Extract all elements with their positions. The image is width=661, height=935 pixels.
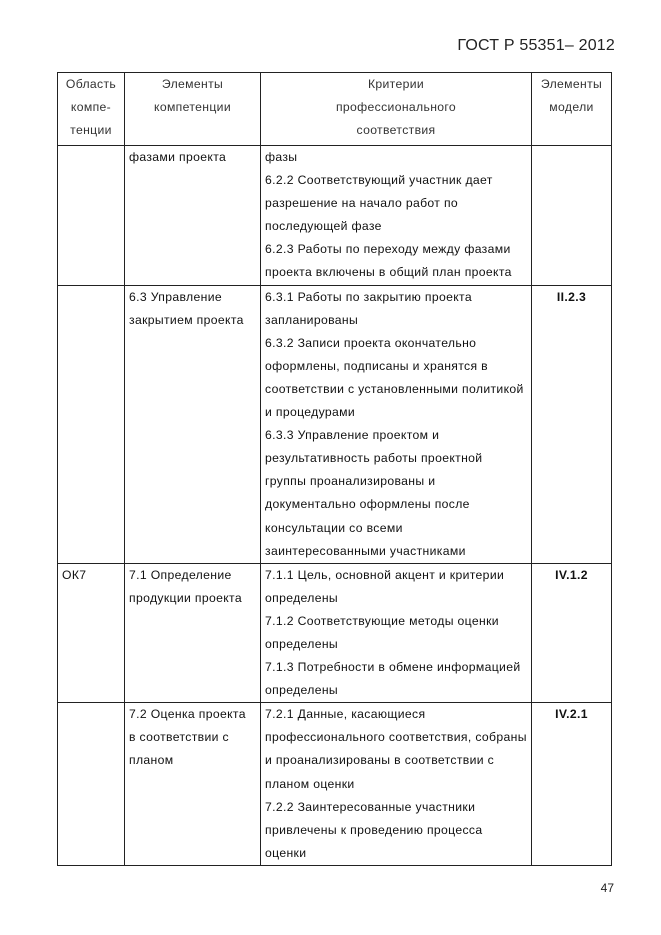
criterion: фазы	[265, 150, 298, 164]
header-model: Элементы модели	[532, 73, 612, 146]
model-cell: IV.1.2	[532, 563, 612, 703]
area-cell: ОК7	[58, 563, 125, 703]
model-cell: IV.2.1	[532, 703, 612, 866]
header-area: Область компе-тенции	[58, 73, 125, 146]
criterion: 6.2.2 Соответствующий участник дает разрешение на начало работ по последующей фазе	[265, 173, 493, 234]
page-number: 47	[600, 881, 614, 895]
criterion: 7.1.3 Потребности в обмене информацией определены	[265, 660, 521, 698]
area-cell	[58, 703, 125, 866]
criterion: 7.1.2 Соответствующие методы оценки определены	[265, 613, 499, 651]
model-cell	[532, 146, 612, 286]
element-cell: 7.2 Оценка проекта в соответствии с планом	[125, 703, 261, 866]
table-row	[58, 285, 612, 563]
criterion: 6.3.3 Управление проектом и результативность работы проектной группы проанализированы и документально оформлены после консультации со всеми заинтересованными участниками	[265, 428, 483, 558]
criteria-cell	[261, 285, 532, 563]
criteria-cell	[261, 563, 532, 703]
header-criteria: Критерии профессионального соответствия	[261, 73, 532, 146]
element-cell: 6.3 Управление закрытием проекта	[125, 285, 261, 563]
model-cell: II.2.3	[532, 285, 612, 563]
criterion: 6.3.2 Записи проекта окончательно оформлены, подписаны и хранятся в соответствии с установленными политикой и процедурами	[265, 335, 524, 420]
table-row	[58, 703, 612, 866]
criterion: 6.2.3 Работы по переходу между фазами проекта включены в общий план проекта	[265, 242, 512, 280]
criterion: 7.2.1 Данные, касающиеся профессионального соответствия, собраны и проанализированы в соответствии с планом оценки	[265, 707, 527, 791]
area-cell	[58, 285, 125, 563]
table-row	[58, 563, 612, 703]
document-id: ГОСТ Р 55351– 2012	[457, 37, 615, 54]
criteria-cell	[261, 703, 532, 866]
table-header-row	[58, 73, 612, 146]
element-cell: 7.1 Определение продукции проекта	[125, 563, 261, 703]
criterion: 6.3.1 Работы по закрытию проекта запланированы	[265, 289, 472, 327]
criterion: 7.2.2 Заинтересованные участники привлечены к проведению процесса оценки	[265, 799, 483, 860]
area-cell	[58, 146, 125, 286]
table-row	[58, 146, 612, 286]
competence-table	[57, 72, 612, 866]
element-cell: фазами проекта	[125, 146, 261, 286]
criteria-cell	[261, 146, 532, 286]
criterion: 7.1.1 Цель, основной акцент и критерии определены	[265, 567, 505, 605]
header-element: Элементы компетенции	[125, 73, 261, 146]
